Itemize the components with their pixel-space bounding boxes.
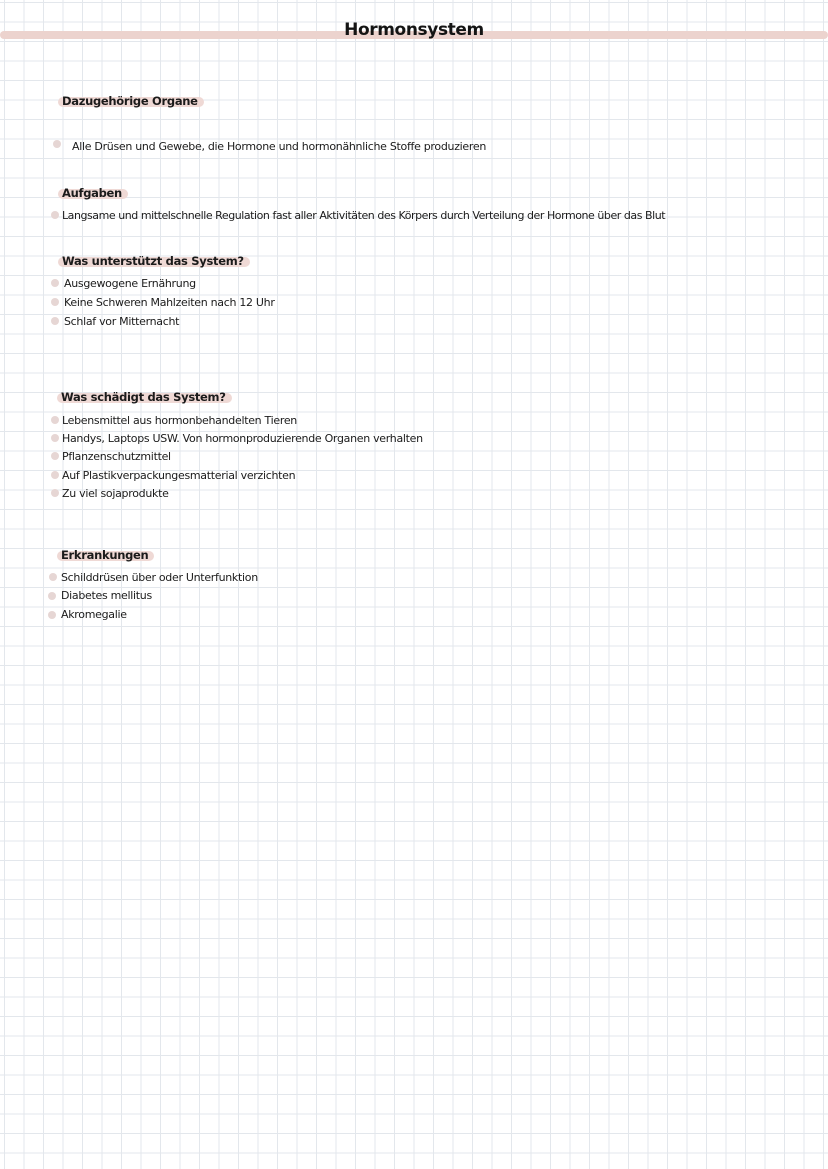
section-heading-supports xyxy=(62,254,244,268)
bullet-dot xyxy=(51,452,59,460)
bullet-dot xyxy=(53,140,61,148)
list-item: Lebensmittel aus hormonbehandelten Tieren xyxy=(62,414,297,427)
list-item: Pflanzenschutzmittel xyxy=(62,450,171,463)
bullet-dot xyxy=(51,317,59,325)
section-heading-text: Erkrankungen xyxy=(61,548,149,562)
bullet-dot xyxy=(51,471,59,479)
section-heading-diseases xyxy=(61,548,148,562)
bullet-dot xyxy=(49,573,57,581)
bullet-dot xyxy=(51,298,59,306)
list-item: Handys, Laptops USW. Von hormonproduzierende Organen verhalten xyxy=(62,432,423,445)
section-heading-text: Was schädigt das System? xyxy=(61,390,226,404)
section-heading-text: Aufgaben xyxy=(62,186,122,200)
section-heading-text: Dazugehörige Organe xyxy=(62,94,198,108)
list-item: Ausgewogene Ernährung xyxy=(64,277,196,290)
list-item: Langsame und mittelschnelle Regulation fast aller Aktivitäten des Körpers durch Verteilung der Hormone über das Blut xyxy=(62,209,666,222)
bullet-dot xyxy=(51,279,59,287)
section-heading-tasks xyxy=(62,186,122,200)
bullet-dot xyxy=(48,611,56,619)
page-title: Hormonsystem xyxy=(344,20,484,40)
bullet-dot xyxy=(51,434,59,442)
list-item: Schilddrüsen über oder Unterfunktion xyxy=(61,571,258,584)
section-heading-text: Was unterstützt das System? xyxy=(62,254,244,268)
bullet-dot xyxy=(51,489,59,497)
section-heading-harms xyxy=(61,390,226,404)
bullet-dot xyxy=(48,592,56,600)
list-item: Schlaf vor Mitternacht xyxy=(64,315,180,328)
list-item: Alle Drüsen und Gewebe, die Hormone und hormonähnliche Stoffe produzieren xyxy=(72,140,487,153)
bullet-dot xyxy=(51,211,59,219)
list-item: Akromegalie xyxy=(61,608,127,621)
list-item: Auf Plastikverpackungesmatterial verzichten xyxy=(62,469,296,482)
section-heading-organs xyxy=(62,94,198,108)
list-item: Keine Schweren Mahlzeiten nach 12 Uhr xyxy=(64,296,275,309)
list-item: Zu viel sojaprodukte xyxy=(62,487,169,500)
bullet-dot xyxy=(51,416,59,424)
list-item: Diabetes mellitus xyxy=(61,589,152,602)
